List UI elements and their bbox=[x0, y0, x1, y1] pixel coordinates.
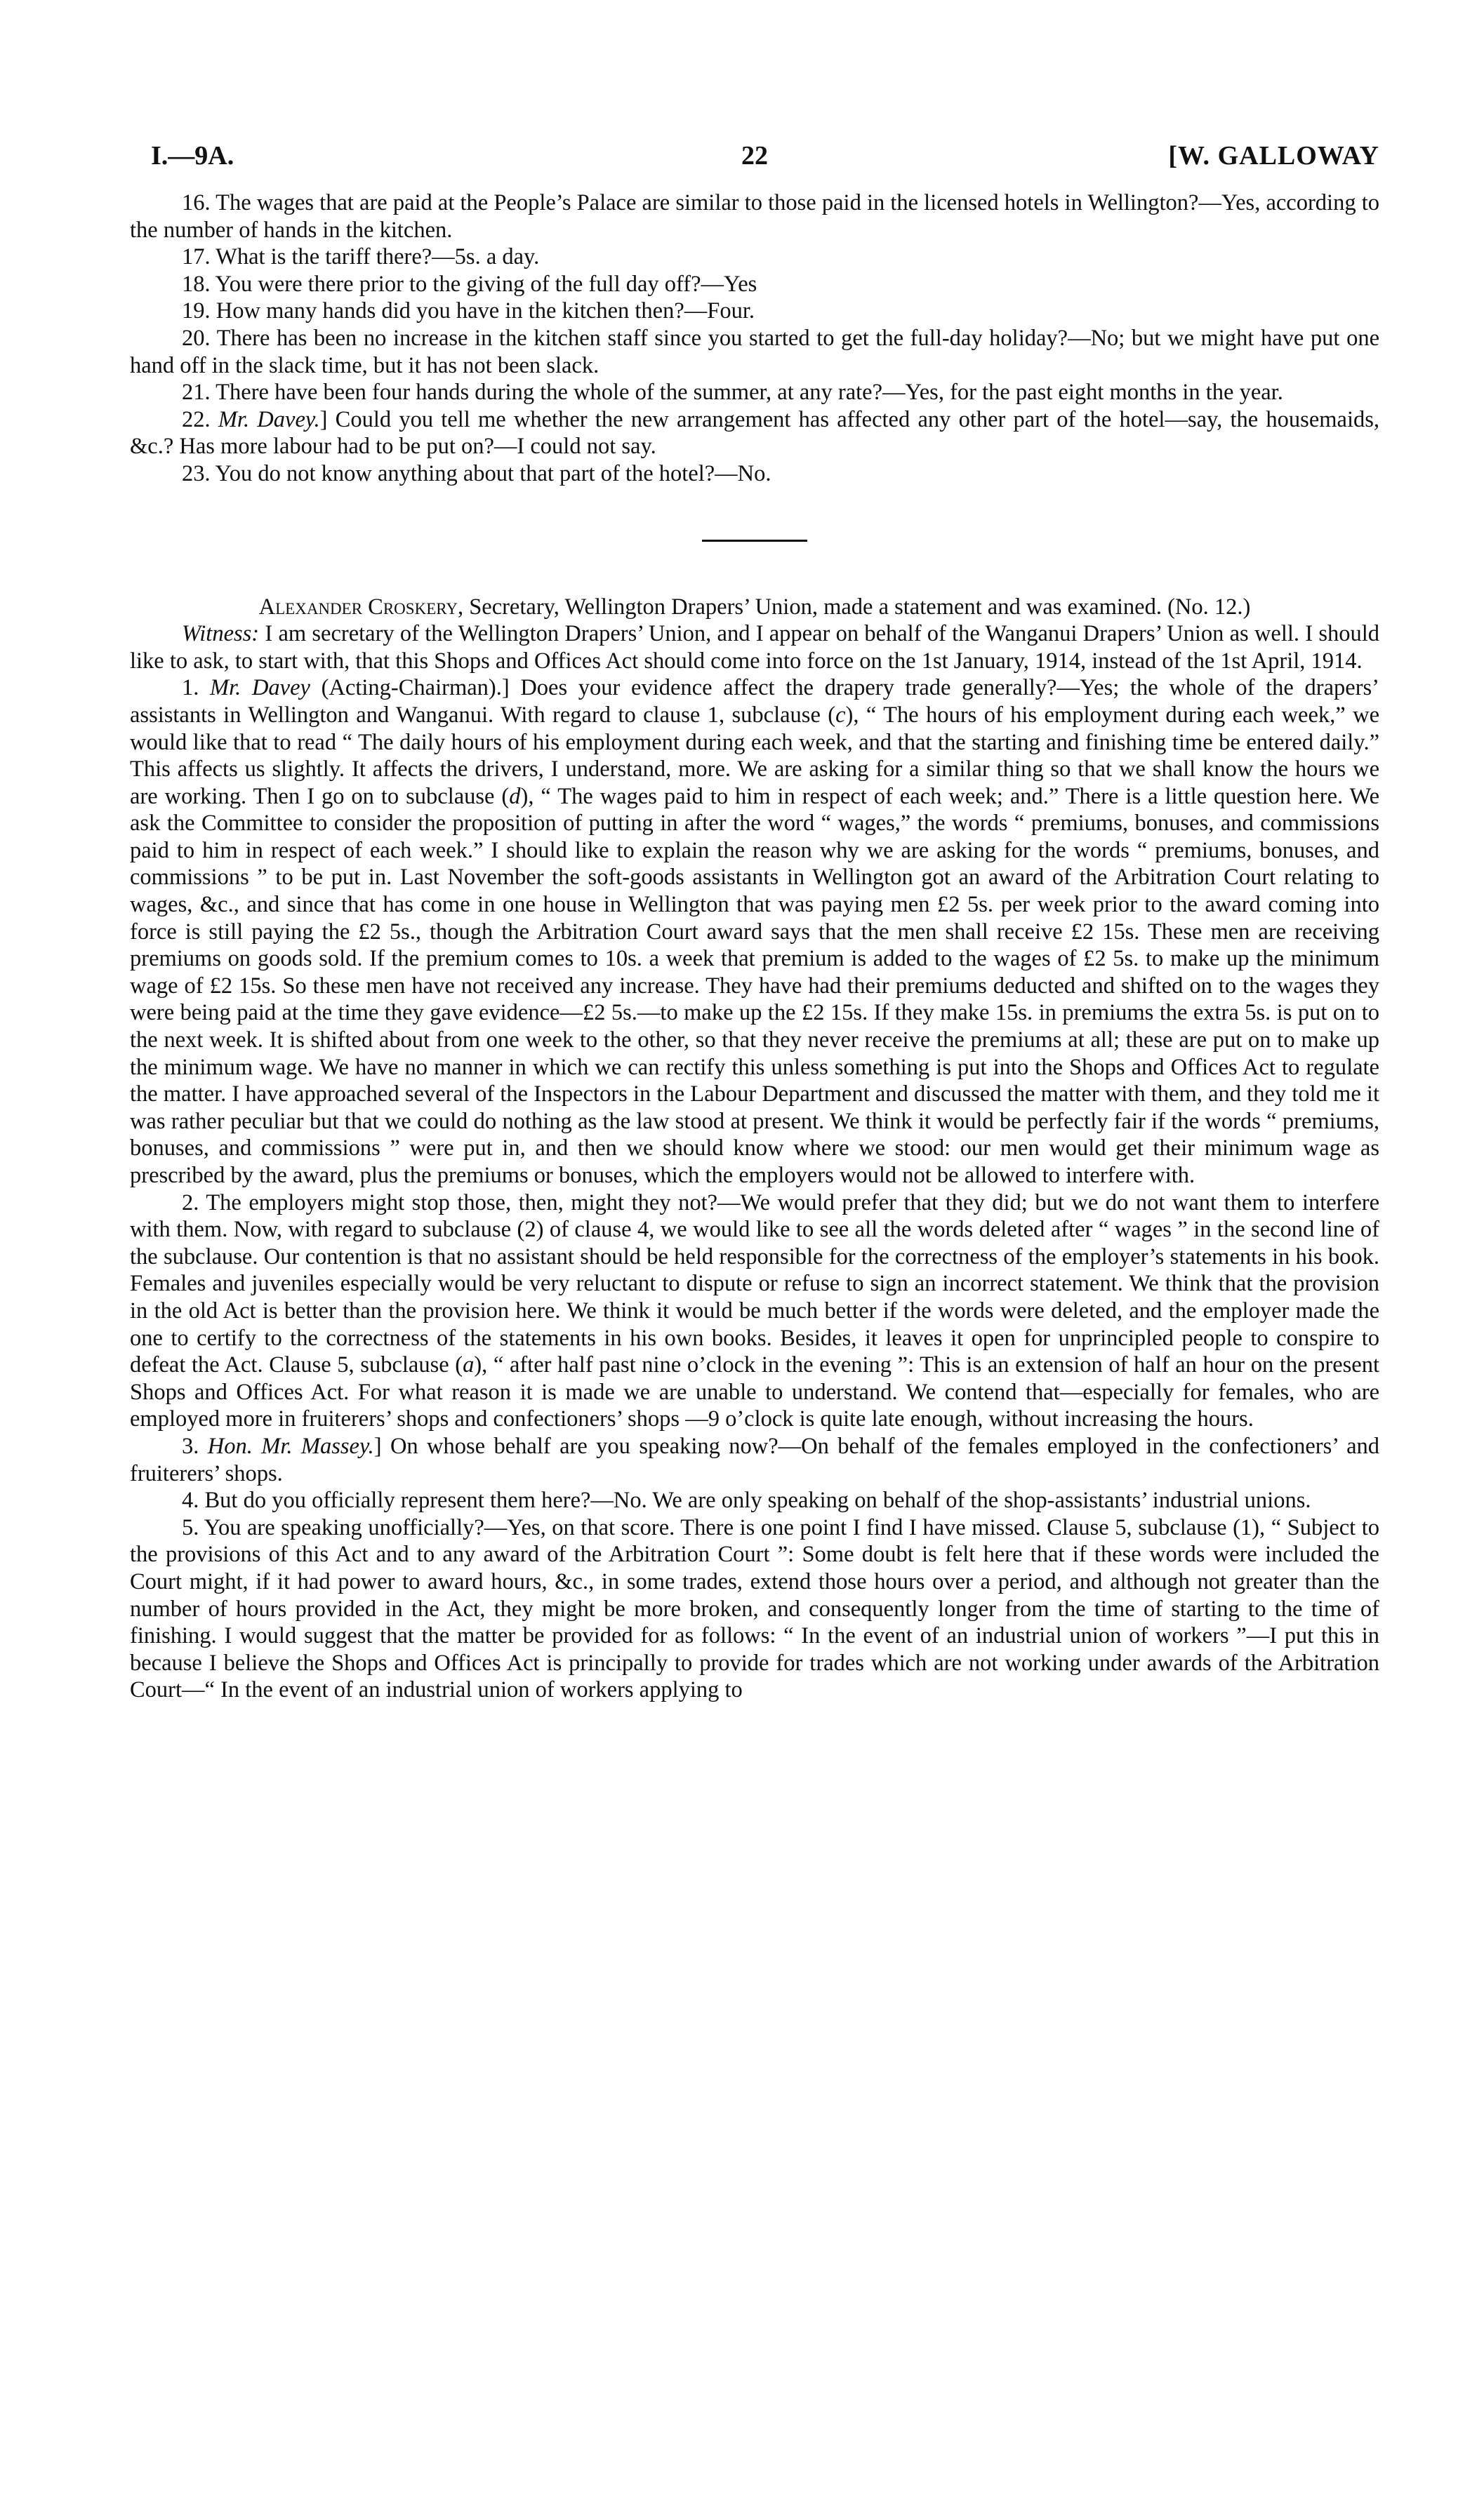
speaker: Mr. Davey bbox=[210, 675, 310, 701]
witness-label: Witness: bbox=[182, 621, 260, 647]
witness-heading: Alexander Croskery, Secretary, Wellington Drapers’ Union, made a statement and was examined. (No. 12.) bbox=[258, 594, 1251, 620]
question-16: 16. The wages that are paid at the People’s Palace are similar to those paid in the licensed hotels in Wellington?—Yes, according to the number of hands in the kitchen. bbox=[130, 190, 1379, 243]
question-21: 21. There have been four hands during the whole of the summer, at any rate?—Yes, for the past eight months in the year. bbox=[182, 380, 1283, 406]
question-22: 22. Mr. Davey.] Could you tell me whether the new arrangement has affected any other part of the hotel—say, the housemaids, &c.? Has more labour had to be put on?—I could not say. bbox=[130, 406, 1380, 460]
question-20: 20. There has been no increase in the kitchen staff since you started to get the full-day holiday?—No; but we might have put one hand off in the slack time, but it has not been slack. bbox=[130, 325, 1379, 378]
question-2: 2. The employers might stop those, then, might they not?—We would prefer that they did; but we do not want them to interfere with them. Now, with regard to subclause (2) of clause 4, we would like to see all the words deleted after “ wages ” in the second line of the subclause. Our contention is that no assistant should be held responsible for the correctness of the employer’s statements in his book. Females and juveniles especially would be very reluctant to dispute or refuse to sign an incorrect statement. We think that the provision in the old Act is better than the provision here. We think it would be much better if the words were deleted, and the employer made the one to certify to the correctness of the statements in his own books. Besides, it leaves it open for unprincipled people to conspire to defeat the Act. Clause 5, subclause (a), “ after half past nine o’clock in the evening ”: This is an extension of half an hour on the present Shops and Offices Act. For what reason it is made we are unable to understand. We contend that—especially for females, who are employed more in fruiterers’ shops and confectioners’ shops —9 o’clock is quite late enough, without increasing the hours. bbox=[130, 1189, 1380, 1432]
page-header bbox=[130, 140, 1379, 189]
page-number: 22 bbox=[741, 141, 768, 171]
question-1: 1. Mr. Davey (Acting-Chairman).] Does your evidence affect the drapery trade generally?—Yes; the whole of the drapers’ assistants in Wellington and Wanganui. With regard to clause 1, subclause (c), “ The hours of his employment during each week,” we would like that to read “ The daily hours of his employment during each week, and that the starting and finishing time be entered daily.” This affects us slightly. It affects the drivers, I understand, more. We are asking for a similar thing so that we shall know the hours we are working. Then I go on to subclause (d), “ The wages paid to him in respect of each week; and.” There is a little question here. We ask the Committee to consider the proposition of putting in after the word “ wages,” the words “ premiums, bonuses, and commissions paid to him in respect of each week.” I should like to explain the reason why we are asking for the words “ premiums, bonuses, and commissions ” to be put in. Last November the soft-goods assistants in Wellington got an award of the Arbitration Court relating to wages, &c., and since that has come in one house in Wellington that was paying men £2 5s. per week prior to the award coming into force is still paying the £2 5s., though the Arbitration Court award says that the men shall receive £2 15s. These men are receiving premiums on goods sold. If the premium comes to 10s. a week that premium is added to the wages of £2 5s. to make up the minimum wage of £2 15s. So these men have not received any increase. They have had their premiums deducted and shifted on to the wages they were being paid at the time they gave evidence—£2 5s.—to make up the £2 15s. If they make 15s. in premiums the extra 5s. is put on to the next week. It is shifted about from one week to the other, so that they never receive the premiums at all; these are put on to make up the minimum wage. We have no manner in which we can rectify this unless something is put into the Shops and Offices Act to regulate the matter. I have approached several of the Inspectors in the Labour Department and discussed the matter with them, and they told me it was rather peculiar but that we could do nothing as the law stood at present. We think it would be perfectly fair if the words “ premiums, bonuses, and commissions ” were put in, and then we should know where we stood: our men would get their minimum wage as prescribed by the award, plus the premiums or bonuses, which the employers would not be allowed to interfere with. bbox=[130, 675, 1379, 1188]
question-5: 5. You are speaking unofficially?—Yes, on that score. There is one point I find I have missed. Clause 5, subclause (1), “ Subject to the provisions of this Act and to any award of the Arbitration Court ”: Some doubt is felt here that if these words were included the Court might, if it had power to award hours, &c., in some trades, extend those hours over a period, and although not greater than the number of hours provided in the Act, they might be more broken, and consequently longer from the time of starting to the time of finishing. I would suggest that the matter be provided for as follows: “ In the event of an industrial union of workers ”—I put this in because I believe the Shops and Offices Act is principally to provide for trades which are not working under awards of the Arbitration Court—“ In the event of an industrial union of workers applying to bbox=[130, 1514, 1379, 1703]
question-18: 18. You were there prior to the giving of the full day off?—Yes bbox=[182, 271, 757, 297]
speaker: Hon. Mr. Massey. bbox=[207, 1433, 374, 1459]
question-4: 4. But do you officially represent them here?—No. We are only speaking on behalf of the shop-assistants’ industrial unions. bbox=[182, 1488, 1311, 1514]
section-galloway-evidence bbox=[130, 189, 1379, 488]
witness-statement: Witness: I am secretary of the Wellington Drapers’ Union, and I appear on behalf of the Wanganui Drapers’ Union as well. I should like to ask, to start with, that this Shops and Offices Act should come into force on the 1st January, 1914, instead of the 1st April, 1914. bbox=[130, 621, 1379, 674]
question-17: 17. What is the tariff there?—5s. a day. bbox=[182, 244, 540, 270]
witness-running-head: [W. GALLOWAY bbox=[1168, 141, 1379, 171]
question-19: 19. How many hands did you have in the kitchen then?—Four. bbox=[182, 298, 755, 324]
question-23: 23. You do not know anything about that part of the hotel?—No. bbox=[182, 460, 771, 486]
section-divider bbox=[702, 540, 807, 542]
witness-name: Alexander Croskery bbox=[258, 594, 458, 620]
paper-reference: I.—9A. bbox=[151, 141, 234, 171]
question-3: 3. Hon. Mr. Massey.] On whose behalf are you speaking now?—On behalf of the females employed in the confectioners’ and fruiterers’ shops. bbox=[130, 1433, 1380, 1486]
section-croskery-evidence bbox=[130, 594, 1379, 1704]
document-page bbox=[130, 140, 1379, 1704]
speaker: Mr. Davey. bbox=[218, 406, 320, 432]
